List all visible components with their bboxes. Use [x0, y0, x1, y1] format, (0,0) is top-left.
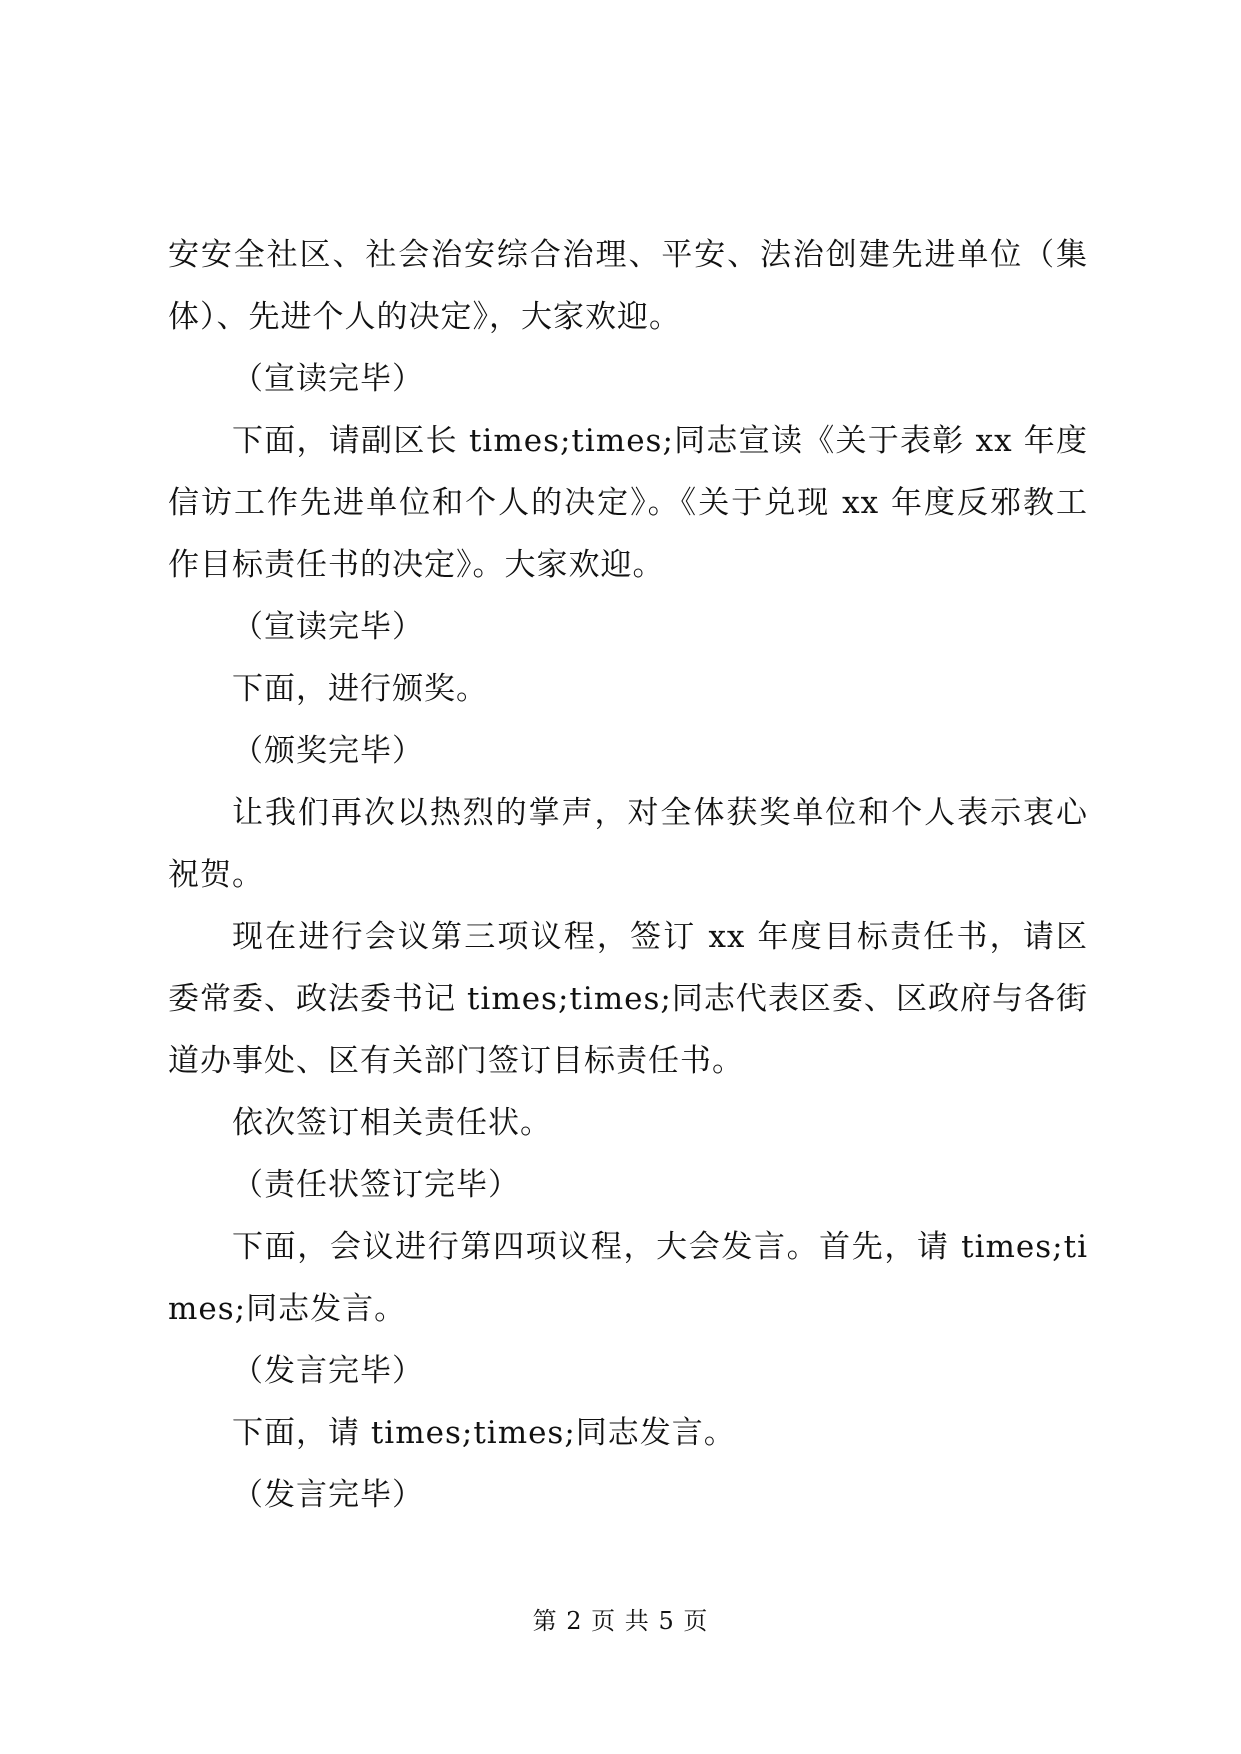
paragraph-11: 下面，会议进行第四项议程，大会发言。首先，请 times;times;同志发言。 [168, 1229, 1088, 1327]
paragraph-1: 安安全社区、社会治安综合治理、平安、法治创建先进单位（集体）、先进个人的决定》，大家欢迎。 [168, 237, 1088, 335]
paragraph-2: （宣读完毕） [232, 361, 424, 397]
paragraph-14: （发言完毕） [232, 1477, 424, 1513]
paragraph-10: （责任状签订完毕） [232, 1167, 520, 1203]
paragraph-5: 下面，进行颁奖。 [232, 671, 488, 707]
document-body [168, 224, 1088, 1526]
paragraph-12: （发言完毕） [232, 1353, 424, 1389]
paragraph-7: 让我们再次以热烈的掌声，对全体获奖单位和个人表示衷心祝贺。 [168, 795, 1088, 893]
paragraph-4: （宣读完毕） [232, 609, 424, 645]
paragraph-6: （颁奖完毕） [232, 733, 424, 769]
paragraph-13: 下面，请 times;times;同志发言。 [232, 1415, 736, 1451]
page-number-footer: 第 2 页 共 5 页 [532, 1607, 709, 1635]
paragraph-9: 依次签订相关责任状。 [232, 1105, 552, 1141]
paragraph-8: 现在进行会议第三项议程，签订 xx 年度目标责任书，请区委常委、政法委书记 times;times;同志代表区委、区政府与各街道办事处、区有关部门签订目标责任书。 [168, 919, 1088, 1079]
paragraph-3: 下面，请副区长 times;times;同志宣读《关于表彰 xx 年度信访工作先进单位和个人的决定》。《关于兑现 xx 年度反邪教工作目标责任书的决定》。大家欢迎。 [168, 423, 1088, 583]
